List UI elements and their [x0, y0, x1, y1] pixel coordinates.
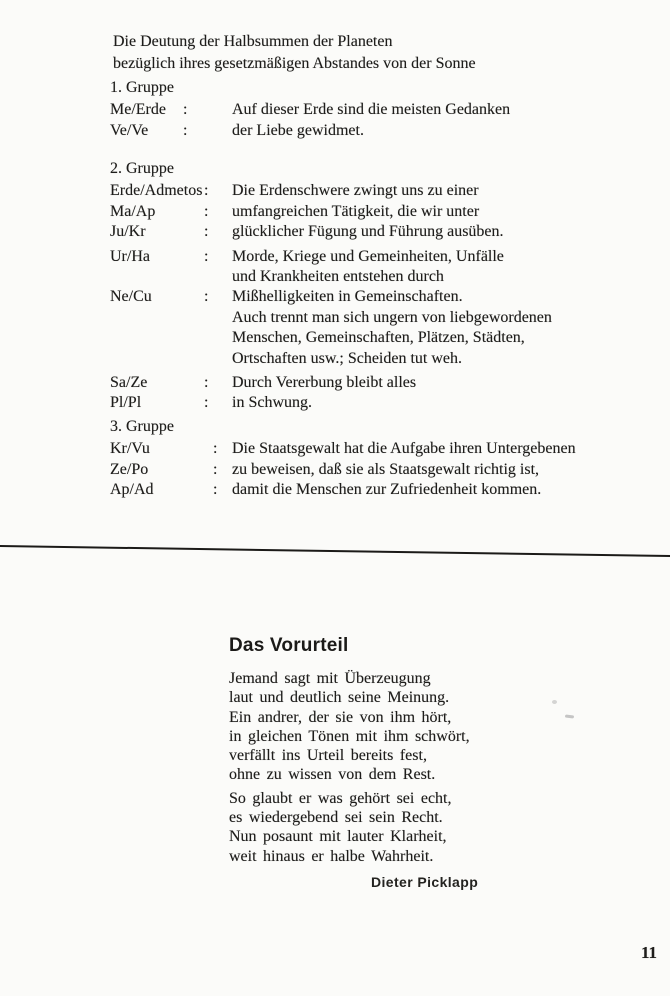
planet-group — [110, 417, 666, 501]
colon-separator: : — [213, 460, 218, 478]
group-title: 3. Gruppe — [110, 418, 174, 435]
definition-row — [110, 247, 666, 267]
planet-pair-label: Ap/Ad — [110, 481, 154, 499]
definition-text: Mißhelligkeiten in Gemeinschaften. — [232, 288, 463, 306]
definition-row — [110, 181, 666, 201]
planet-pair-label: Kr/Vu — [110, 440, 150, 458]
planet-pair-label: Me/Erde — [110, 101, 166, 119]
planet-pair-label: Pl/Pl — [110, 394, 142, 412]
group-rows — [110, 100, 666, 141]
definition-text: Menschen, Gemeinschaften, Plätzen, Städten, — [232, 329, 525, 347]
definition-text: Morde, Kriege und Gemeinheiten, Unfälle — [232, 247, 504, 265]
planet-pair-label: Ve/Ve — [110, 121, 149, 139]
definition-row — [110, 349, 666, 369]
planet-pair-label: Sa/Ze — [110, 373, 148, 391]
colon-separator: : — [204, 288, 209, 306]
poem-line: in gleichen Tönen mit ihm schwört, — [229, 727, 470, 745]
definition-row — [110, 328, 666, 348]
colon-separator: : — [204, 182, 209, 200]
colon-separator: : — [204, 202, 209, 220]
group-title: 1. Gruppe — [110, 79, 174, 96]
document-heading — [113, 31, 476, 74]
horizontal-divider-rule — [0, 545, 670, 557]
poem-author: Dieter Picklapp — [371, 873, 479, 890]
definition-text: damit die Menschen zur Zufriedenheit kommen. — [232, 481, 542, 499]
definition-text: Durch Vererbung bleibt alles — [232, 373, 417, 391]
colon-separator: : — [213, 481, 218, 499]
definition-row — [110, 287, 666, 307]
planet-pair-label: Ma/Ap — [110, 202, 156, 220]
planet-pair-label: Ur/Ha — [110, 247, 150, 265]
poem-line: Nun posaunt mit lauter Klarheit, — [229, 828, 447, 846]
colon-separator: : — [204, 394, 209, 412]
poem-line: Ein andrer, der sie von ihm hört, — [229, 708, 452, 726]
colon-separator: : — [213, 440, 218, 458]
definition-row — [110, 222, 666, 242]
poem-line: laut und deutlich seine Meinung. — [229, 689, 450, 707]
poem-line: es wiedergebend sei sein Recht. — [229, 809, 443, 827]
definition-text: umfangreichen Tätigkeit, die wir unter — [232, 202, 480, 220]
heading-line-1: Die Deutung der Halbsummen der Planeten — [113, 33, 393, 50]
definition-text: und Krankheiten entstehen durch — [232, 267, 444, 285]
scan-speck-icon — [552, 700, 557, 704]
definition-row — [110, 480, 666, 500]
poem-section — [229, 634, 629, 890]
definition-row — [110, 202, 666, 222]
poem-line: ohne zu wissen von dem Rest. — [229, 766, 436, 784]
planet-group — [110, 159, 666, 414]
colon-separator: : — [204, 223, 209, 241]
page-number: 11 — [640, 943, 657, 962]
group-title: 2. Gruppe — [110, 160, 174, 177]
poem-line: So glaubt er was gehört sei echt, — [229, 789, 452, 807]
definition-text: Die Erdenschwere zwingt uns zu einer — [232, 182, 479, 200]
definition-text: glücklicher Fügung und Führung ausüben. — [232, 223, 504, 241]
planet-pair-label: Ne/Cu — [110, 288, 152, 306]
definition-text: Ortschaften usw.; Scheiden tut weh. — [232, 349, 463, 367]
definition-text: Die Staatsgewalt hat die Aufgabe ihren Untergebenen — [232, 440, 576, 458]
poem-line: verfällt ins Urteil bereits fest, — [229, 747, 427, 765]
poem-line: Jemand sagt mit Überzeugung — [229, 670, 431, 687]
definition-row — [110, 267, 666, 287]
colon-separator: : — [204, 247, 209, 265]
group-rows — [110, 439, 666, 500]
heading-line-2: bezüglich ihres gesetzmäßigen Abstandes von der Sonne — [113, 54, 476, 72]
definition-text: Auf dieser Erde sind die meisten Gedanken — [232, 101, 511, 119]
group-rows — [110, 181, 666, 413]
definition-row — [110, 460, 666, 480]
definition-row — [110, 439, 666, 459]
poem-stanzas — [229, 669, 629, 866]
definition-row — [110, 373, 666, 393]
definition-row — [110, 393, 666, 413]
poem-stanza — [229, 789, 629, 866]
definition-row — [110, 121, 666, 141]
planet-pair-label: Erde/Admetos — [110, 182, 203, 200]
definition-row — [110, 308, 666, 328]
definition-row — [110, 100, 666, 120]
definition-text: in Schwung. — [232, 394, 312, 412]
poem-title: Das Vorurteil — [229, 635, 349, 656]
definition-text: Auch trennt man sich ungern von liebgewordenen — [232, 308, 552, 326]
planet-pair-label: Ze/Po — [110, 460, 149, 478]
poem-stanza — [229, 669, 629, 785]
colon-separator: : — [204, 373, 209, 391]
colon-separator: : — [183, 101, 188, 119]
definition-text: zu beweisen, daß sie als Staatsgewalt richtig ist, — [232, 460, 540, 478]
poem-line: weit hinaus er halbe Wahrheit. — [229, 847, 434, 865]
planet-group — [110, 78, 666, 141]
colon-separator: : — [183, 121, 188, 139]
planet-pair-label: Ju/Kr — [110, 223, 146, 241]
definition-text: der Liebe gewidmet. — [232, 121, 364, 139]
